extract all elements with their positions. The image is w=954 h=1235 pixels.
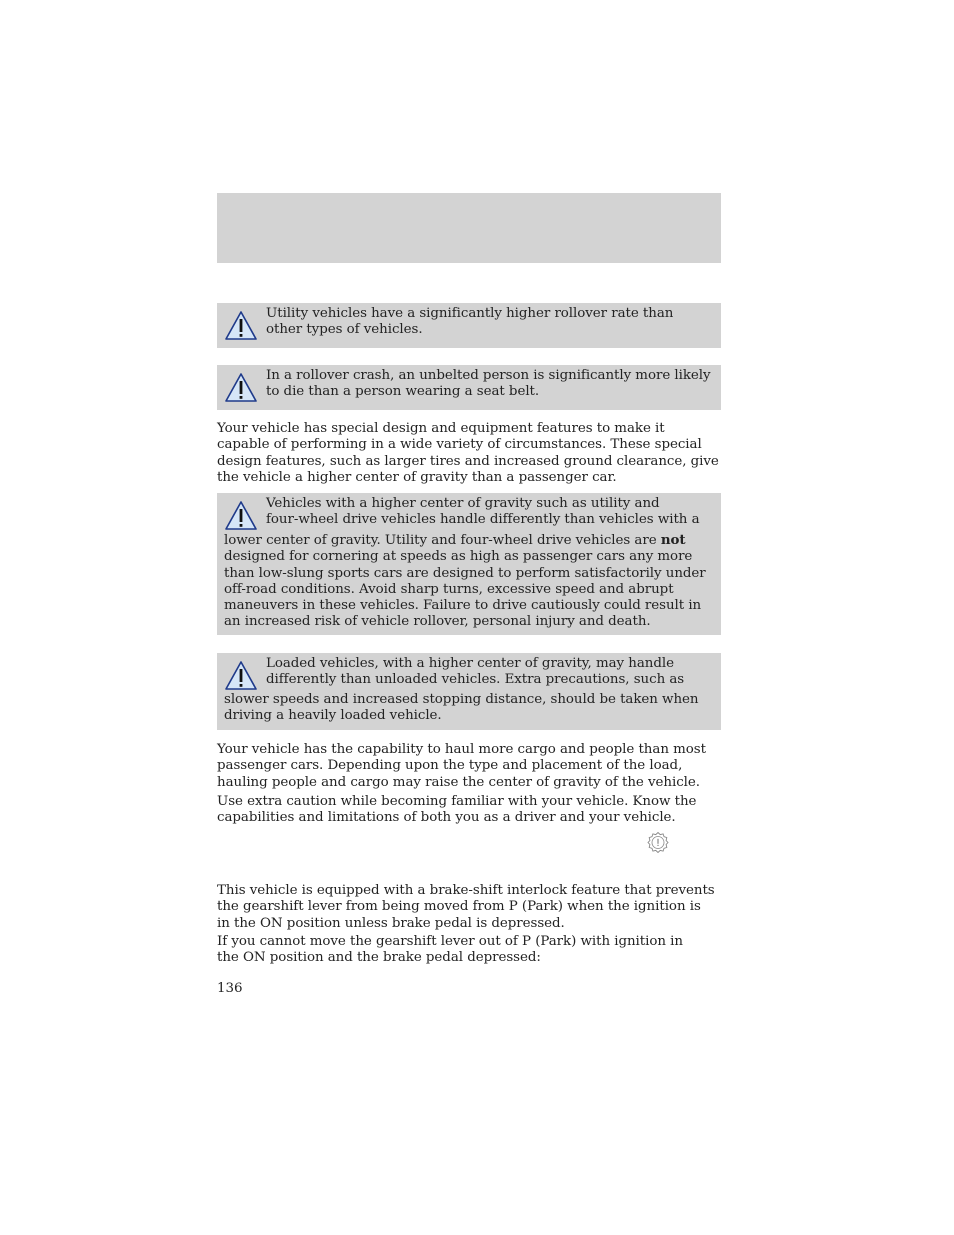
warning-triangle-icon (224, 310, 258, 342)
warning-text-line: maneuvers in these vehicles. Failure to drive cautiously could result in (224, 598, 702, 614)
paragraph-brake-shift-interlock (217, 883, 727, 932)
warning-triangle-icon (224, 500, 258, 532)
warning-text-line: other types of vehicles. (266, 322, 423, 338)
paragraph-line: capabilities and limitations of both you as a driver and your vehicle. (217, 810, 676, 826)
warning-text-line: driving a heavily loaded vehicle. (224, 708, 442, 724)
warning-text-line: differently than unloaded vehicles. Extra precautions, such as (266, 672, 685, 688)
warning-text-line: four-wheel drive vehicles handle differently than vehicles with a (266, 512, 700, 528)
paragraph-line: This vehicle is equipped with a brake-shift interlock feature that prevents (217, 883, 715, 898)
paragraph-line: Your vehicle has the capability to haul more cargo and people than most (217, 742, 706, 757)
warning-text-line: In a rollover crash, an unbelted person is significantly more likely (266, 368, 711, 383)
section-header-band (217, 193, 721, 263)
warning-box-unbelted (217, 365, 721, 410)
paragraph-extra-caution (217, 794, 727, 827)
warning-text-line: designed for cornering at speeds as high as passenger cars any more (224, 549, 693, 565)
warning-triangle-icon (224, 372, 258, 404)
warning-box-rollover-rate (217, 303, 721, 348)
paragraph-line: the gearshift lever from being moved from P (Park) when the ignition is (217, 899, 701, 915)
paragraph-cannot-move-lever (217, 934, 727, 967)
warning-triangle-icon (224, 660, 258, 692)
paragraph-line: passenger cars. Depending upon the type and placement of the load, (217, 758, 683, 774)
warning-text-line: than low-slung sports cars are designed to perform satisfactorily under (224, 565, 706, 581)
paragraph-line: If you cannot move the gearshift lever out of P (Park) with ignition in (217, 934, 683, 949)
paragraph-line: the ON position and the brake pedal depressed: (217, 950, 541, 966)
paragraph-line: the vehicle a higher center of gravity than a passenger car. (217, 469, 617, 485)
warning-text-line: Utility vehicles have a significantly higher rollover rate than (266, 306, 674, 321)
warning-text-line: off-road conditions. Avoid sharp turns, excessive speed and abrupt (224, 581, 674, 597)
end-of-section-mark-icon (647, 831, 669, 853)
paragraph-line: hauling people and cargo may raise the center of gravity of the vehicle. (217, 774, 700, 790)
warning-text-line: Vehicles with a higher center of gravity such as utility and (266, 496, 660, 511)
paragraph-line: capable of performing in a wide variety of circumstances. These special (217, 437, 702, 453)
warning-box-center-of-gravity (217, 493, 721, 635)
emphasis-not: not (660, 532, 686, 548)
paragraph-line: design features, such as larger tires and increased ground clearance, give (217, 453, 719, 469)
warning-box-loaded-vehicles (217, 653, 721, 730)
warning-text-line: Loaded vehicles, with a higher center of gravity, may handle (266, 656, 674, 671)
warning-text-line: slower speeds and increased stopping distance, should be taken when (224, 692, 699, 707)
warning-text-line: an increased risk of vehicle rollover, personal injury and death. (224, 614, 651, 630)
paragraph-line: Use extra caution while becoming familiar with your vehicle. Know the (217, 794, 697, 809)
warning-text-fragment: lower center of gravity. Utility and four-wheel drive vehicles are (224, 533, 661, 548)
warning-text-line (224, 532, 715, 549)
warning-text-line: to die than a person wearing a seat belt. (266, 384, 540, 400)
page-number: 136 (217, 981, 243, 996)
paragraph-cargo-capability (217, 742, 727, 791)
paragraph-line: Your vehicle has special design and equipment features to make it (217, 421, 665, 436)
paragraph-line: in the ON position unless brake pedal is depressed. (217, 915, 565, 931)
paragraph-design-features (217, 421, 727, 486)
